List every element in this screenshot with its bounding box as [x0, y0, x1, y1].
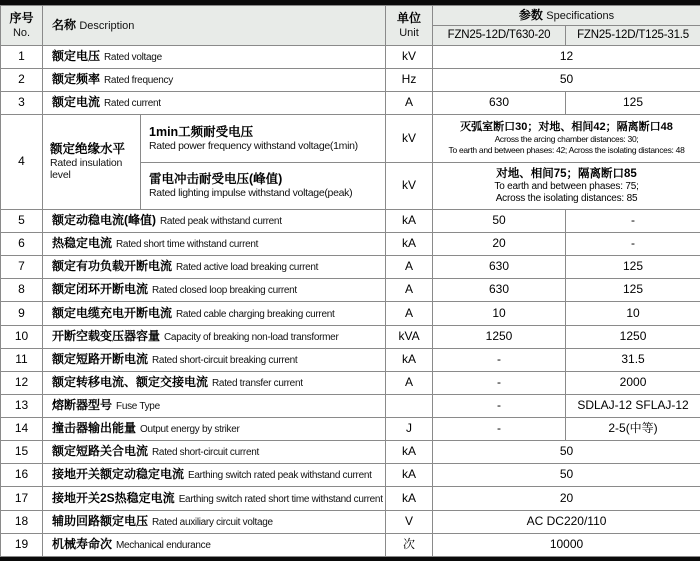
unit-cell: A: [386, 371, 433, 394]
row-number-cell: 15: [1, 441, 43, 464]
description-cell: [43, 418, 386, 441]
unit-cell: kVA: [386, 325, 433, 348]
description-en: Rated current: [104, 98, 161, 110]
unit-cell: kV: [386, 162, 433, 209]
column-header-unit-en: Unit: [399, 26, 419, 39]
row-number-cell: 4: [1, 115, 43, 210]
value-cell: [433, 115, 700, 162]
value-cell: 31.5: [566, 348, 700, 371]
table-row: [1, 209, 700, 232]
value-line: 灭弧室断口30；对地、相间42；隔离断口48: [460, 121, 673, 134]
value-line: To earth and between phases: 42; Across the isolating distances: 48: [448, 145, 685, 156]
value-cell: 10000: [433, 533, 700, 556]
table-row: [1, 69, 700, 92]
value-line: 对地、相间75；隔离断口85: [496, 167, 637, 180]
description-en: Rated voltage: [104, 52, 162, 64]
description-en: Earthing switch rated short time withstand current: [178, 493, 383, 505]
table-row: [1, 533, 700, 556]
row-number-cell: 11: [1, 348, 43, 371]
unit-cell: A: [386, 256, 433, 279]
description-cell: [43, 533, 386, 556]
description-en: Rated frequency: [104, 75, 173, 87]
value-cell: -: [433, 348, 566, 371]
row-number-cell: 17: [1, 487, 43, 510]
value-cell: 125: [566, 279, 700, 302]
description-cell: [43, 487, 386, 510]
row-number-cell: 7: [1, 256, 43, 279]
table-row: [1, 115, 700, 162]
value-cell: 630: [433, 256, 566, 279]
description-zh: 额定短路关合电流: [52, 444, 149, 459]
spec-table-body: [1, 46, 700, 557]
column-header-description-zh: 名称: [52, 17, 77, 32]
row-number-cell: 10: [1, 325, 43, 348]
column-header-model-1: FZN25-12D/T630-20: [433, 26, 566, 46]
description-zh: 额定电流: [52, 95, 101, 110]
description-cell: [43, 46, 386, 69]
description-en: Rated auxiliary circuit voltage: [152, 516, 273, 528]
description-en: Earthing switch rated peak withstand current: [188, 470, 372, 482]
unit-cell: A: [386, 279, 433, 302]
value-cell: 50: [433, 209, 566, 232]
value-line: Across the isolating distances: 85: [495, 192, 638, 204]
description-zh: 热稳定电流: [52, 236, 113, 251]
table-row: [1, 256, 700, 279]
column-header-specifications: [433, 6, 700, 26]
value-cell: 1250: [566, 325, 700, 348]
description-zh: 额定转移电流、额定交接电流: [52, 374, 209, 389]
unit-cell: kV: [386, 115, 433, 162]
description-cell: [43, 441, 386, 464]
description-zh: 额定电缆充电开断电流: [52, 305, 173, 320]
column-header-specifications-zh: 参数: [518, 7, 543, 22]
description-zh: 额定动稳电流(峰值): [52, 213, 156, 228]
value-cell: -: [433, 418, 566, 441]
value-cell: 630: [433, 279, 566, 302]
table-row: [1, 325, 700, 348]
row-number-cell: 5: [1, 209, 43, 232]
row-number-cell: 2: [1, 69, 43, 92]
unit-cell: kV: [386, 46, 433, 69]
column-header-model-2: FZN25-12D/T125-31.5: [566, 26, 700, 46]
unit-cell: 次: [386, 533, 433, 556]
description-zh: 额定电压: [52, 49, 101, 64]
description-zh: 辅助回路额定电压: [52, 513, 149, 528]
row-number-cell: 6: [1, 233, 43, 256]
column-header-no-zh: 序号: [9, 10, 34, 25]
value-cell: 10: [433, 302, 566, 325]
description-cell: [43, 302, 386, 325]
description-en: Rated insulation level: [50, 156, 123, 182]
unit-cell: kA: [386, 464, 433, 487]
table-row: [1, 487, 700, 510]
description-en: Rated transfer current: [212, 377, 303, 389]
description-zh: 额定绝缘水平: [50, 142, 126, 157]
description-en: Rated closed loop breaking current: [152, 285, 297, 297]
description-cell: [141, 115, 386, 162]
unit-cell: [386, 394, 433, 417]
description-cell: [43, 233, 386, 256]
description-cell: [43, 325, 386, 348]
value-cell: 50: [433, 464, 700, 487]
value-cell: 50: [433, 69, 700, 92]
value-cell: 20: [433, 233, 566, 256]
description-cell: [141, 162, 386, 209]
value-cell: 630: [433, 92, 566, 115]
value-cell: 1250: [433, 325, 566, 348]
column-header-unit: [386, 6, 433, 46]
row-number-cell: 18: [1, 510, 43, 533]
unit-cell: A: [386, 92, 433, 115]
description-en: Rated active load breaking current: [176, 262, 319, 274]
row-number-cell: 19: [1, 533, 43, 556]
description-zh: 机械寿命次: [52, 536, 113, 551]
column-header-specifications-en: Specifications: [546, 9, 615, 22]
value-cell: -: [566, 209, 700, 232]
unit-cell: V: [386, 510, 433, 533]
bottom-divider-bar: [0, 557, 700, 561]
spec-table: [0, 5, 700, 557]
table-row: [1, 464, 700, 487]
row-number-cell: 9: [1, 302, 43, 325]
description-zh: 雷电冲击耐受电压(峰值): [149, 171, 283, 186]
description-zh: 熔断器型号: [52, 398, 113, 413]
description-en: Output energy by striker: [140, 424, 240, 436]
description-zh: 撞击器输出能量: [52, 421, 137, 436]
row-number-cell: 13: [1, 394, 43, 417]
description-cell: [43, 394, 386, 417]
value-cell: 2-5(中等): [566, 418, 700, 441]
unit-cell: kA: [386, 209, 433, 232]
table-row: [1, 46, 700, 69]
value-cell: SDLAJ-12 SFLAJ-12: [566, 394, 700, 417]
description-cell: [43, 69, 386, 92]
description-zh: 开断空载变压器容量: [52, 328, 161, 343]
description-zh: 额定有功负载开断电流: [52, 259, 173, 274]
value-cell: 125: [566, 92, 700, 115]
row-number-cell: 16: [1, 464, 43, 487]
description-zh: 额定短路开断电流: [52, 351, 149, 366]
header-row-1: [1, 6, 700, 26]
value-line: To earth and between phases: 75;: [494, 180, 639, 192]
value-cell: 12: [433, 46, 700, 69]
description-en: Capacity of breaking non-load transformer: [164, 331, 339, 343]
table-row: [1, 92, 700, 115]
description-zh: 额定闭环开断电流: [52, 282, 149, 297]
description-en: Rated short-circuit current: [152, 447, 259, 459]
column-header-no: [1, 6, 43, 46]
description-cell: [43, 464, 386, 487]
row-number-cell: 1: [1, 46, 43, 69]
table-row: [1, 418, 700, 441]
table-row: [1, 348, 700, 371]
table-row: [1, 371, 700, 394]
value-cell: 2000: [566, 371, 700, 394]
value-cell: -: [433, 371, 566, 394]
unit-cell: kA: [386, 487, 433, 510]
row-number-cell: 3: [1, 92, 43, 115]
description-en: Fuse Type: [116, 401, 160, 413]
group-description-cell: [43, 115, 141, 210]
unit-cell: kA: [386, 441, 433, 464]
table-row: [1, 302, 700, 325]
description-en: Rated short time withstand current: [116, 239, 259, 251]
description-en: Rated peak withstand current: [160, 216, 282, 228]
description-cell: [43, 348, 386, 371]
row-number-cell: 8: [1, 279, 43, 302]
row-number-cell: 12: [1, 371, 43, 394]
value-cell: 20: [433, 487, 700, 510]
description-en: Mechanical endurance: [116, 539, 211, 551]
value-cell: -: [566, 233, 700, 256]
value-cell: 10: [566, 302, 700, 325]
column-header-unit-zh: 单位: [397, 10, 422, 25]
description-zh: 接地开关额定动稳定电流: [52, 467, 185, 482]
description-cell: [43, 256, 386, 279]
row-number-cell: 14: [1, 418, 43, 441]
table-row: [1, 441, 700, 464]
table-row: [1, 279, 700, 302]
description-cell: [43, 371, 386, 394]
description-zh: 1min工频耐受电压: [149, 124, 254, 139]
unit-cell: kA: [386, 348, 433, 371]
description-zh: 额定频率: [52, 72, 101, 87]
value-cell: 125: [566, 256, 700, 279]
value-cell: [433, 162, 700, 209]
unit-cell: A: [386, 302, 433, 325]
value-cell: -: [433, 394, 566, 417]
value-cell: 50: [433, 441, 700, 464]
unit-cell: Hz: [386, 69, 433, 92]
description-en: Rated lighting impulse withstand voltage(peak): [149, 186, 353, 199]
description-cell: [43, 209, 386, 232]
description-en: Rated cable charging breaking current: [176, 308, 335, 320]
spec-table-header: [1, 6, 700, 46]
column-header-no-en: No.: [12, 26, 31, 39]
description-en: Rated power frequency withstand voltage(1min): [149, 139, 358, 152]
description-zh: 接地开关2S热稳定电流: [52, 490, 175, 505]
description-en: Rated short-circuit breaking current: [152, 354, 298, 366]
column-header-description-en: Description: [79, 19, 135, 32]
value-cell: AC DC220/110: [433, 510, 700, 533]
table-row: [1, 510, 700, 533]
unit-cell: kA: [386, 233, 433, 256]
description-cell: [43, 510, 386, 533]
column-header-description: [43, 6, 386, 46]
description-cell: [43, 92, 386, 115]
description-cell: [43, 279, 386, 302]
unit-cell: J: [386, 418, 433, 441]
value-line: Across the arcing chamber distances: 30;: [494, 134, 639, 145]
table-row: [1, 233, 700, 256]
table-row: [1, 394, 700, 417]
